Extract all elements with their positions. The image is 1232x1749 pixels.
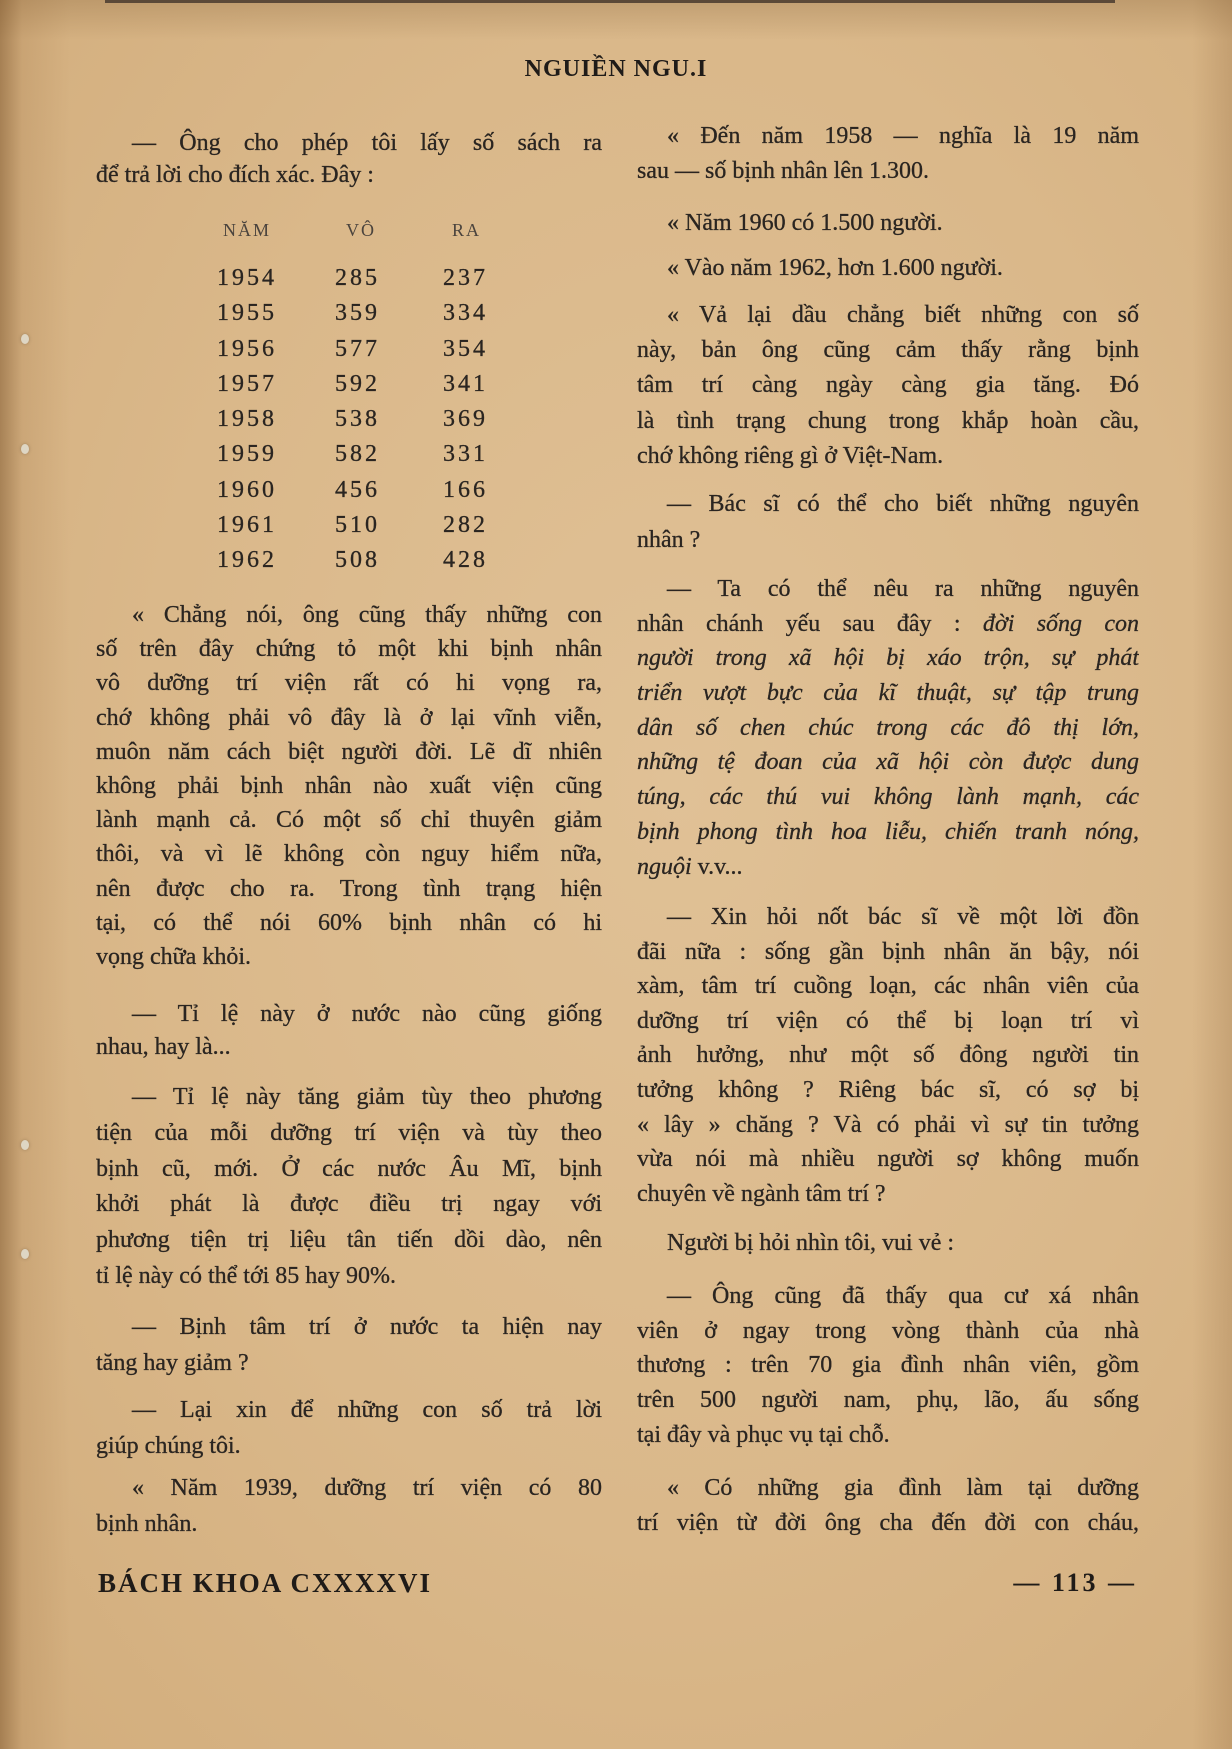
running-header: NGUIỀN NGU.I (524, 56, 708, 82)
text-line: tại đây và phục vụ tại chỗ. (637, 1421, 890, 1448)
text-line: chuyên về ngành tâm trí ? (637, 1180, 886, 1207)
column-header-discharged: RA (452, 220, 482, 240)
table-cell-admitted: 582 (335, 441, 380, 468)
table-cell-year: 1962 (217, 547, 277, 574)
text-line: bịnh nhân. (96, 1511, 198, 1537)
paragraph (96, 127, 602, 191)
text-line: đãi nữa : sống gần bịnh nhân ăn bậy, nói (637, 938, 1139, 965)
paragraph (96, 998, 602, 1064)
table-cell-year: 1961 (217, 512, 277, 539)
text-line: — Ông cho phép tôi lấy số sách ra (132, 130, 602, 156)
table-cell-admitted: 456 (335, 476, 380, 503)
text-line (637, 780, 1139, 815)
text-line (637, 711, 1139, 746)
text-line (637, 850, 1139, 885)
text-line: « Năm 1939, dưỡng trí viện có 80 (132, 1475, 602, 1501)
table-cell-discharged: 331 (443, 441, 488, 468)
text-line: — Tỉ lệ này ở nước nào cũng giống (132, 1001, 602, 1027)
text-line: — Bịnh tâm trí ở nước ta hiện nay (132, 1314, 602, 1340)
paragraph (637, 486, 1139, 558)
text-segment: v.v... (691, 853, 743, 880)
text-line: tưởng không ? Riêng bác sĩ, có sợ bị (637, 1076, 1139, 1103)
text-line: tỉ lệ này có thể tới 85 hay 90%. (96, 1262, 396, 1289)
table-cell-year: 1954 (217, 265, 277, 291)
table-cell-admitted: 510 (335, 512, 380, 539)
table-cell-discharged: 282 (443, 512, 488, 539)
magazine-footer-title: BÁCH KHOA CXXXXVI (98, 1568, 433, 1598)
paragraph (637, 251, 1139, 285)
paragraph (637, 1279, 1139, 1452)
text-line: « lây » chăng ? Và có phải vì sự tin tưởng (637, 1111, 1139, 1138)
text-line: bịnh cũ, mới. Ở các nước Âu Mĩ, bịnh (96, 1155, 602, 1182)
binding-hole-mark (21, 444, 29, 454)
emphasized-text: dân số chen chúc trong các đô thị lớn, (637, 714, 1139, 741)
emphasized-text: bịnh phong tình hoa liễu, chiến tranh nóng, (637, 818, 1139, 845)
emphasized-text: những tệ đoan của xã hội còn được dung (637, 749, 1139, 776)
table-cell-year: 1960 (217, 476, 277, 503)
text-line: vô dưỡng trí viện rất có hi vọng ra, (96, 670, 602, 697)
paragraph (637, 119, 1139, 188)
text-line: tại, có thể nói 60% bịnh nhân có hi (96, 909, 602, 936)
text-line: trí viện từ đời ông cha đến đời con cháu, (637, 1510, 1139, 1536)
text-line: muôn năm cách biệt người đời. Lẽ dĩ nhiên (96, 738, 602, 765)
emphasized-text: túng, các thú vui không lành mạnh, các (637, 784, 1139, 811)
text-line: — Xin hỏi nốt bác sĩ về một lời đồn (667, 904, 1139, 930)
paragraph (96, 1470, 602, 1542)
text-line: — Bác sĩ có thể cho biết những nguyên (667, 491, 1139, 517)
paragraph (637, 206, 1139, 240)
table-cell-discharged: 369 (443, 406, 488, 433)
text-line: lành mạnh cả. Có một số chỉ thuyên giảm (96, 807, 602, 834)
paragraph (637, 900, 1139, 1211)
text-line: « Có những gia đình làm tại dưỡng (667, 1475, 1139, 1501)
text-line: số trên đây chứng tỏ một khi bịnh nhân (96, 636, 602, 663)
text-line (637, 641, 1139, 676)
binding-hole-mark (21, 334, 29, 344)
paragraph (637, 1471, 1139, 1541)
text-line: chớ không phải vô đây là ở lại vĩnh viễn, (96, 704, 602, 731)
paragraph (96, 1080, 602, 1295)
paragraph (96, 1309, 602, 1381)
text-line: là tình trạng chung trong khắp hoàn cầu, (637, 407, 1139, 434)
text-line: vừa nói mà nhiều người sợ không muốn (637, 1146, 1139, 1173)
text-line: này, bản ông cũng cảm thấy rằng bịnh (637, 337, 1139, 364)
page-number: — 113 — (1013, 1568, 1137, 1597)
text-line: chớ không riêng gì ở Việt-Nam. (637, 442, 944, 469)
text-line: trên 500 người nam, phụ, lão, ấu sống (637, 1387, 1139, 1414)
table-cell-year: 1956 (217, 335, 277, 362)
emphasized-text: người trong xã hội bị xáo trộn, sự phát (637, 645, 1139, 672)
text-line: khởi phát là được điều trị ngay với (96, 1191, 602, 1218)
text-line: không phải bịnh nhân nào xuất viện cũng (96, 772, 602, 799)
text-line: « Đến năm 1958 — nghĩa là 19 năm (667, 123, 1139, 149)
text-line: viên ở ngay trong vòng thành của nhà (637, 1317, 1139, 1344)
text-segment: nhân chánh yếu sau đây : (637, 610, 983, 637)
text-line: để trả lời cho đích xác. Đây : (96, 162, 374, 188)
paragraph (96, 1392, 602, 1464)
table-cell-year: 1959 (217, 441, 277, 468)
binding-hole-mark (21, 1140, 29, 1150)
text-line: nhân ? (637, 527, 701, 553)
table-cell-discharged: 166 (443, 476, 488, 503)
table-cell-year: 1955 (217, 300, 277, 327)
table-cell-admitted: 538 (335, 406, 380, 433)
paragraph (637, 298, 1139, 474)
text-line: — Tỉ lệ này tăng giảm tùy theo phương (132, 1084, 602, 1110)
table-cell-admitted: 285 (335, 265, 380, 291)
text-line: xàm, tâm trí cuồng loạn, các nhân viên của (637, 973, 1139, 1000)
text-line: ảnh hưởng, như một số đông người tin (637, 1042, 1139, 1069)
text-line: Người bị hỏi nhìn tôi, vui vẻ : (667, 1230, 955, 1256)
text-line: « Vào năm 1962, hơn 1.600 người. (667, 255, 1003, 281)
text-line (637, 815, 1139, 850)
table-cell-admitted: 577 (335, 335, 380, 362)
text-line: nhau, hay là... (96, 1034, 231, 1060)
paragraph (637, 1226, 1139, 1260)
text-line: « Chẳng nói, ông cũng thấy những con (132, 602, 602, 628)
emphasized-text: nguội (637, 853, 692, 880)
text-line: sau — số bịnh nhân lên 1.300. (637, 157, 929, 184)
text-line: — Ta có thể nêu ra những nguyên (667, 576, 1139, 602)
table-cell-discharged: 428 (443, 547, 488, 574)
text-line: thương : trên 70 gia đình nhân viên, gồm (637, 1352, 1139, 1379)
scan-top-edge (105, 0, 1115, 3)
text-line: dưỡng trí viện có thể bị loạn trí vì (637, 1007, 1139, 1034)
column-header-admitted: VÔ (346, 220, 376, 240)
emphasized-text: triển vượt bực của kĩ thuật, sự tập trung (637, 680, 1139, 707)
emphasized-text: đời sống con (982, 610, 1139, 637)
table-cell-discharged: 237 (443, 265, 488, 291)
text-line: giúp chúng tôi. (96, 1433, 241, 1459)
statistics-table-header (223, 218, 512, 242)
text-line: « Vả lại dầu chẳng biết những con số (667, 302, 1139, 328)
text-line: nên được cho ra. Trong tình trạng hiện (96, 875, 602, 902)
table-cell-discharged: 341 (443, 370, 488, 397)
table-cell-discharged: 354 (443, 335, 488, 362)
text-line: tâm trí càng ngày càng gia tăng. Đó (637, 372, 1139, 399)
table-cell-admitted: 592 (335, 370, 380, 397)
table-cell-year: 1957 (217, 370, 277, 397)
text-line: — Lại xin để những con số trả lời (132, 1397, 602, 1423)
text-line (637, 676, 1139, 711)
text-line (637, 745, 1139, 780)
text-line: thôi, và vì lẽ không còn nguy hiểm nữa, (96, 841, 602, 868)
table-cell-discharged: 334 (443, 300, 488, 327)
text-line: vọng chữa khỏi. (96, 943, 251, 970)
text-line: « Năm 1960 có 1.500 người. (667, 210, 943, 236)
text-line (637, 607, 1139, 642)
table-cell-year: 1958 (217, 406, 277, 433)
table-cell-admitted: 508 (335, 547, 380, 574)
statistics-table-body (217, 261, 503, 579)
text-line: tăng hay giảm ? (96, 1350, 249, 1376)
text-line: tiện của mỗi dưỡng trí viện và tùy theo (96, 1119, 602, 1146)
paragraph (96, 598, 602, 974)
column-header-year: NĂM (223, 220, 272, 240)
binding-hole-mark (21, 1249, 29, 1259)
paragraph (637, 572, 1139, 884)
table-cell-admitted: 359 (335, 300, 380, 327)
text-line: phương tiện trị liệu tân tiến dồi dào, nên (96, 1227, 602, 1254)
text-line: — Ông cũng đã thấy qua cư xá nhân (667, 1283, 1139, 1309)
